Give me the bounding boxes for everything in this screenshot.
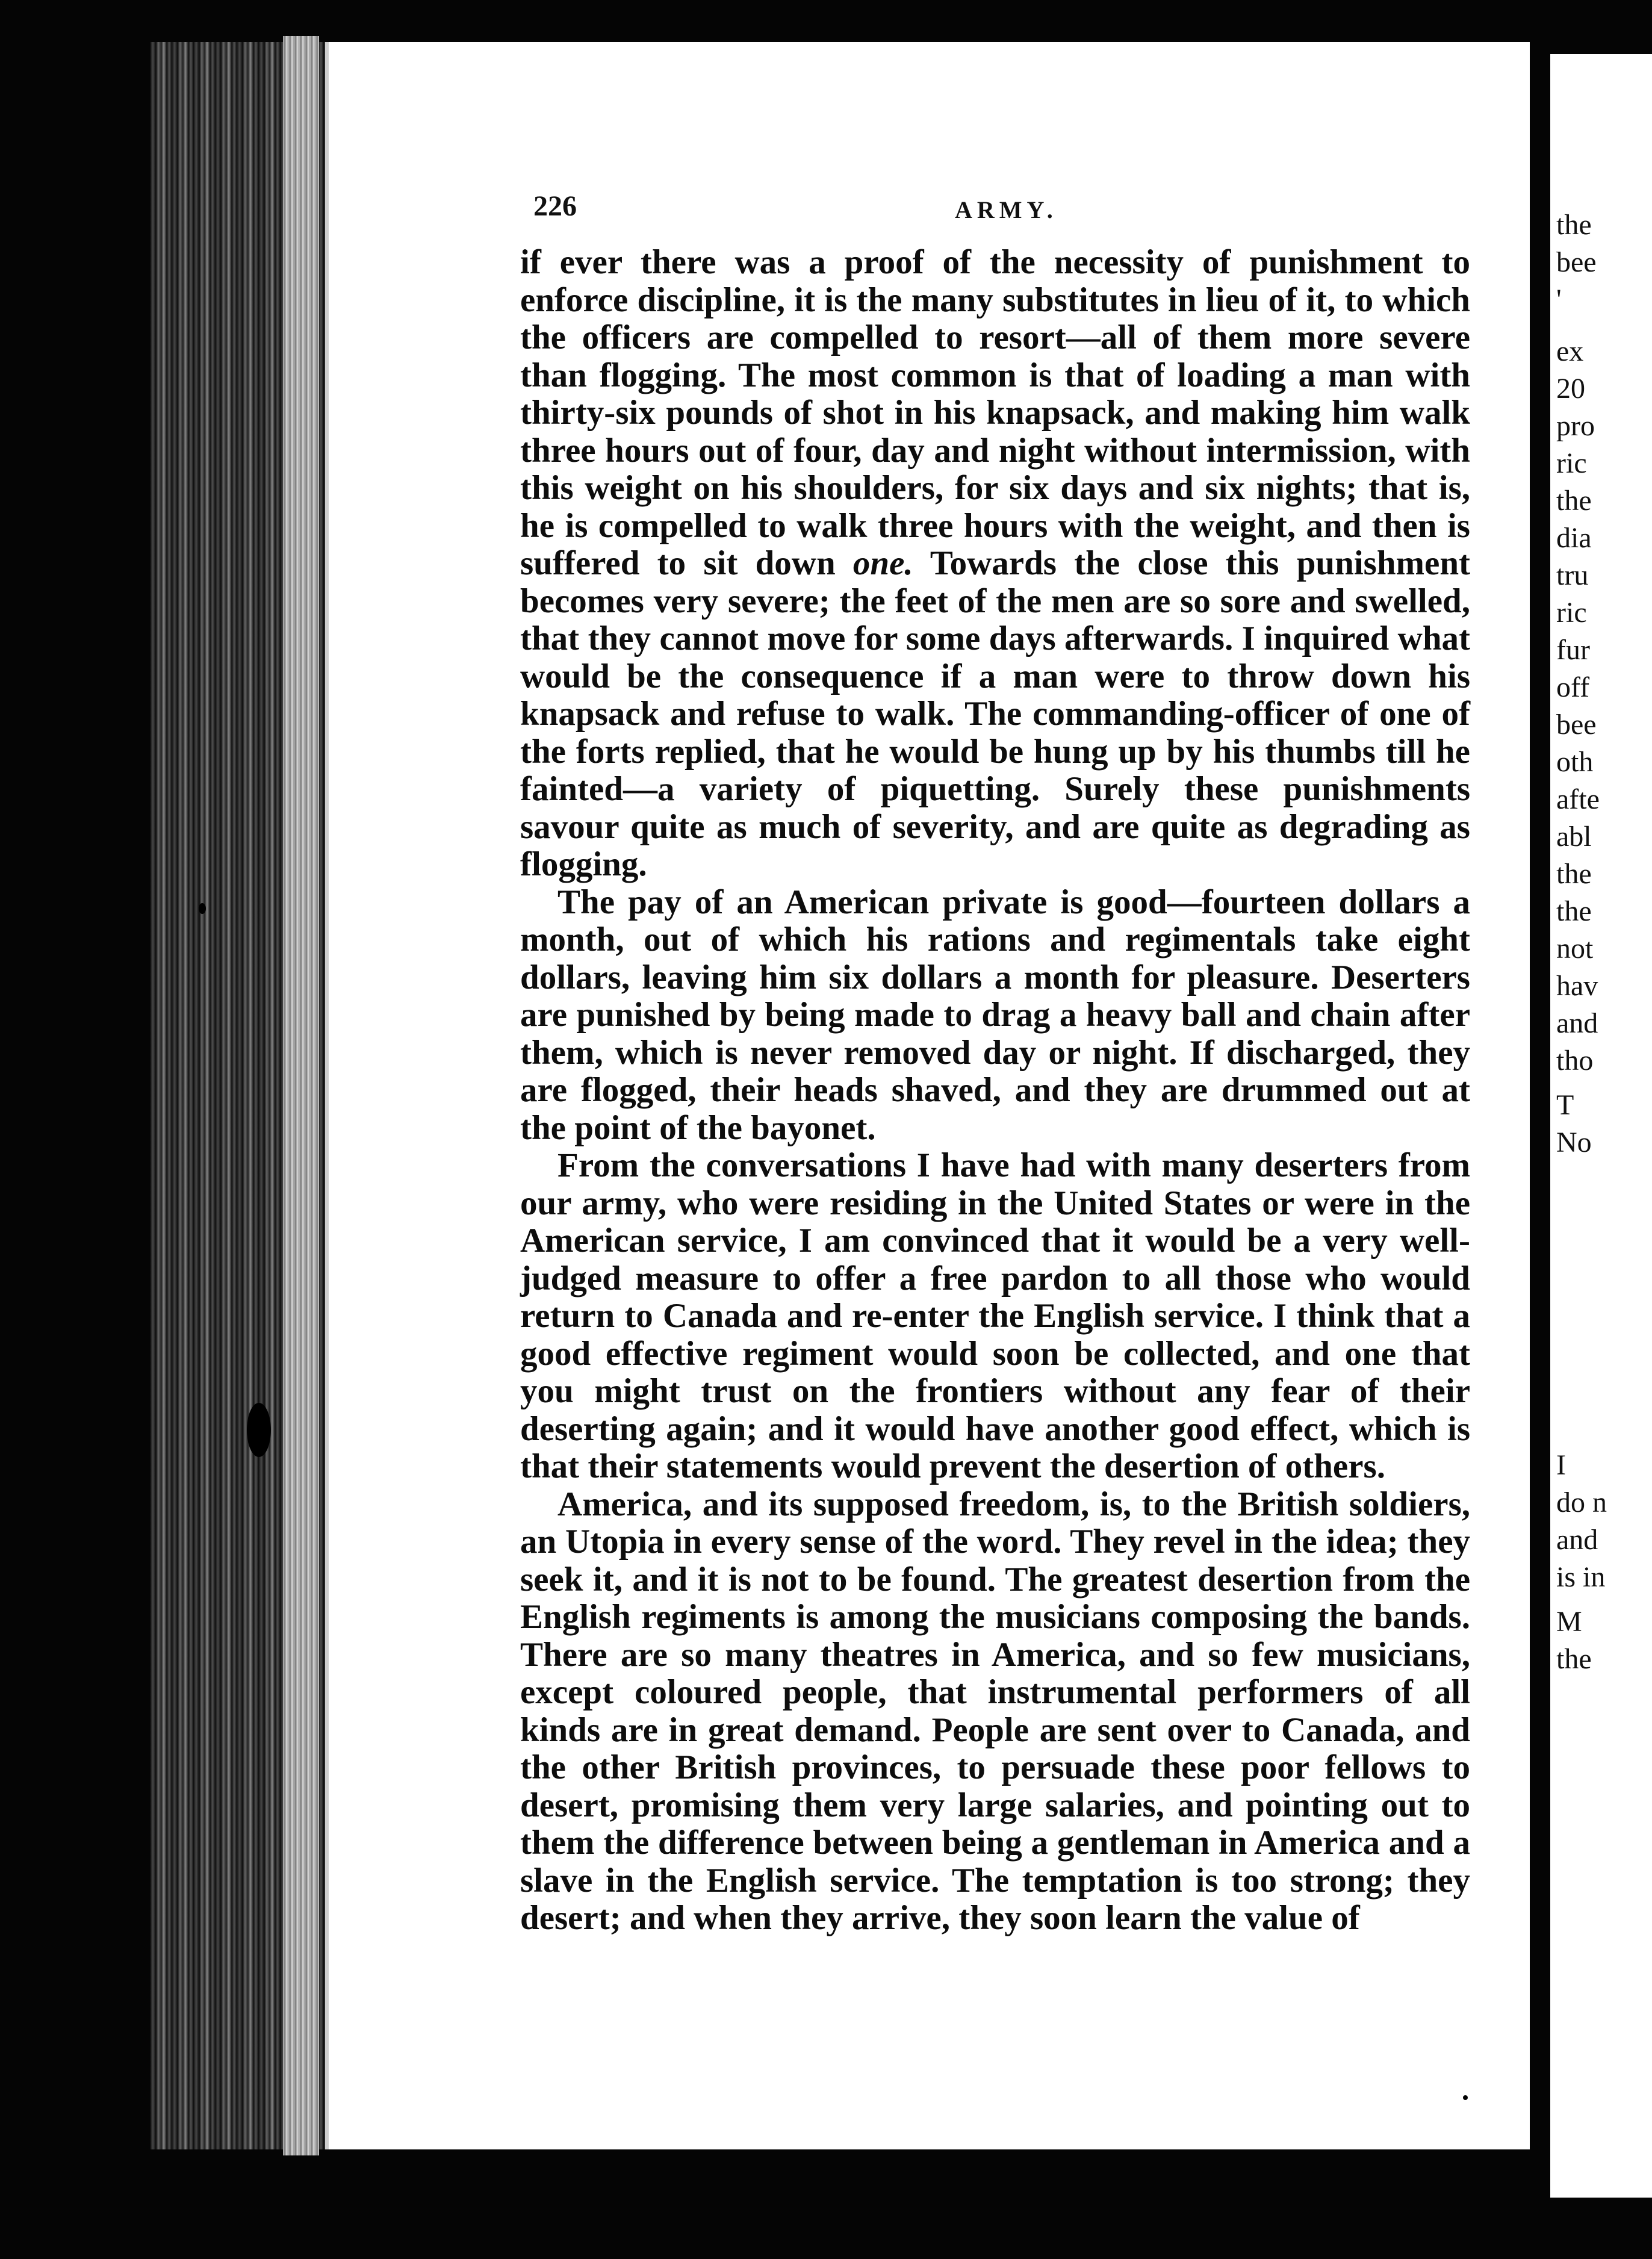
facing-page-line: the [1556,485,1592,517]
paragraph-2 [520,884,1470,1148]
facing-page-line: ' [1556,284,1562,315]
facing-page-line: ex [1556,335,1584,367]
facing-page-line: the [1556,858,1592,890]
facing-page-line: do n [1556,1487,1607,1518]
facing-page-line: the [1556,209,1592,241]
facing-page-line: the [1556,1643,1592,1675]
body-text [520,244,1470,1937]
facing-page-line: not [1556,933,1594,965]
paragraph-3 [520,1147,1470,1486]
facing-page-fragment [1550,54,1652,2198]
facing-page-line: tho [1556,1045,1594,1077]
running-head-title: ARMY. [955,196,1058,223]
facing-page-line: T [1556,1089,1574,1121]
facing-page-line: No [1556,1126,1592,1158]
facing-page-line: oth [1556,746,1594,778]
facing-page-line: and [1556,1524,1598,1556]
facing-page-line: ric [1556,597,1587,629]
paragraph-1 [520,244,1470,884]
facing-page-line: the [1556,895,1592,927]
facing-page-line: ric [1556,447,1587,479]
paragraph-segment: The pay of an American private is good—fourteen dollars a month, out of which his rations and regimentals take eight dollars, leaving him six dollars a month for pleasure. Deserters are punished by being made to drag a heavy ball and chain after them, which is never removed day or night. If discharged, they are flogged, their heads shaved, and they are drummed out at the point of the bayonet. [520,883,1470,1147]
facing-page-line: I [1556,1449,1566,1481]
facing-page-line: hav [1556,970,1598,1002]
facing-page-line: M [1556,1606,1582,1638]
facing-page-line: pro [1556,410,1595,442]
paragraph-4 [520,1486,1470,1937]
page-edge-stripes [283,36,319,2155]
facing-page-line: bee [1556,709,1597,741]
facing-page-line: abl [1556,821,1592,853]
facing-page-line: fur [1556,634,1590,666]
paragraph-segment: Towards the close this punishment becomes very severe; the feet of the men are so sore and swelled, that they cannot move for some days afterwards. I inquired what would be the consequence if a man were to throw down his knapsack and refuse to walk. The commanding-officer of one of the forts replied, that he would be hung up by his thumbs till he fainted—a variety of piquetting. Surely these punishments savour quite as much of severity, and are quite as degrading as flogging. [520,544,1471,883]
facing-page-line: dia [1556,522,1592,554]
facing-page-line: bee [1556,246,1597,278]
paragraph-segment: if ever there was a proof of the necessity of punishment to enforce discipline, it is the many substitutes in lieu of it, to which the officers are compelled to resort—all of them more severe than flogging. The most common is that of loading a man with thirty-six pounds of shot in his knapsack, and making him walk three hours out of four, day and night without intermission, with this weight on his shoulders, for six days and six nights; that is, he is compelled to walk three hours with the weight, and then is suffered to sit down [520,243,1470,582]
facing-page-line: off [1556,671,1590,703]
paragraph-segment: America, and its supposed freedom, is, to the British soldiers, an Utopia in every sense of the word. They revel in the idea; they seek it, and it is not to be found. The greatest desertion from the English regiments is among the musicians composing the bands. There are so many theatres in America, and so few musicians, except coloured people, that instrumental performers of all kinds are in great demand. People are sent over to Canada, and the other British provinces, to persuade these poor fellows to desert, promising them very large salaries, and pointing out to them the difference between being a gentleman in America and a slave in the English service. The temptation is too strong; they desert; and when they arrive, they soon learn the value of [520,1485,1470,1937]
scan-speck [1463,2095,1468,2100]
facing-page-line: and [1556,1007,1598,1039]
facing-page-line: afte [1556,783,1600,815]
facing-page-line: 20 [1556,373,1585,405]
paragraph-segment: From the conversations I have had with many deserters from our army, who were residing in the United States or were in the American service, I am convinced that it would be a very well-judged measure to offer a free pardon to all those who would return to Canada and re-enter the English service. I think that a good effective regiment would soon be collected, and one that you might trust on the frontiers without any fear of their deserting again; and it would have another good effect, which is that their statements would prevent the desertion of others. [520,1146,1470,1485]
facing-page-line: is in [1556,1561,1606,1593]
book-page [325,42,1530,2149]
paragraph-segment-italic: one. [852,544,913,582]
scan-speck [199,903,206,914]
scan-speck [247,1403,271,1457]
facing-page-line: tru [1556,559,1589,591]
page-number: 226 [533,190,577,222]
